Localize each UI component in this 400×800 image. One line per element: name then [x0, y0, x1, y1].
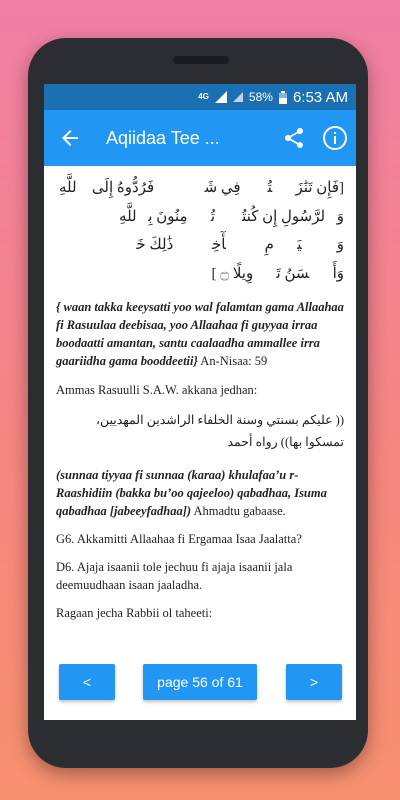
- network-indicator: 4G: [198, 92, 209, 101]
- verse-translation: { waan takka keeysatti yoo wal falamtan gama Allaahaa fi Rasuulaa deebisaa, yoo Allaahaa fi guyyaa irraa boodaatti amantan, santu caalaadha ammallee irra gaariidha gama booddeetii}: [56, 300, 344, 369]
- signal-icon: [215, 91, 227, 103]
- page-indicator-button[interactable]: page 56 of 61: [143, 664, 257, 700]
- clock: 6:53 AM: [292, 88, 348, 106]
- question-g6: G6. Akkamitti Allaahaa fi Ergamaa Isaa Jaalatta?: [56, 532, 302, 546]
- status-bar: [44, 84, 356, 110]
- info-icon[interactable]: [322, 125, 348, 151]
- page-content: [44, 166, 356, 623]
- verse-block: [56, 298, 344, 371]
- next-page-button[interactable]: >: [286, 664, 342, 700]
- page-title: Aqiidaa Tee ...: [106, 127, 220, 148]
- verse-reference: An-Nisaa: 59: [197, 354, 268, 369]
- pagination-bar: [44, 654, 356, 720]
- battery-icon: [279, 91, 287, 104]
- signal-icon-secondary: [233, 91, 243, 103]
- ragaan-line: Ragaan jecha Rabbii ol taheeti:: [56, 606, 213, 621]
- previous-page-button[interactable]: <: [59, 664, 115, 700]
- phone-speaker: [173, 56, 229, 64]
- answer-d6: D6. Ajaja isaanii tole jechuu fi ajaja isaanii jala deemuudhaan isaan jaaladha.: [56, 560, 293, 593]
- arrow-back-icon[interactable]: [58, 126, 82, 150]
- app-screen: [44, 84, 356, 720]
- share-icon[interactable]: [282, 126, 306, 150]
- ammas-line: Ammas Rasuulli S.A.W. akkana jedhan:: [56, 382, 258, 397]
- battery-percent: 58%: [248, 90, 273, 104]
- hadith-translation: (sunnaa tiyyaa fi sunnaa (karaa) khulafaa’u r-Raashidiin (bakka bu’oo qajeeloo) qabadhaa, Isuma qabadhaa [jabeeyfadhaa]): [56, 467, 327, 518]
- verse-arabic: [فَإِن تَنَٰزَعۡتُمۡ فِي شَيۡءٖ فَرُدُّوهُ إِلَى ٱللَّهِ وَٱلرَّسُولِ إِن كُنتُمۡ تُؤۡمِنُونَ بِٱللَّهِ وَٱلۡيَوۡمِ ٱلۡأٓخِرِۚ ذَٰلِكَ خَيۡرٞ وَأَحۡسَنُ تَأۡوِيلًا ۝ ]: [58, 180, 344, 282]
- app-bar: [44, 110, 356, 166]
- hadith-reference: Ahmadtu gabaase.: [191, 503, 286, 518]
- hadith-arabic: (( عليكم بسنتي وسنة الخلفاء الراشدين المهديين، تمسكوا بها)) رواه أحمد: [95, 412, 344, 450]
- hadith-block: [56, 466, 344, 520]
